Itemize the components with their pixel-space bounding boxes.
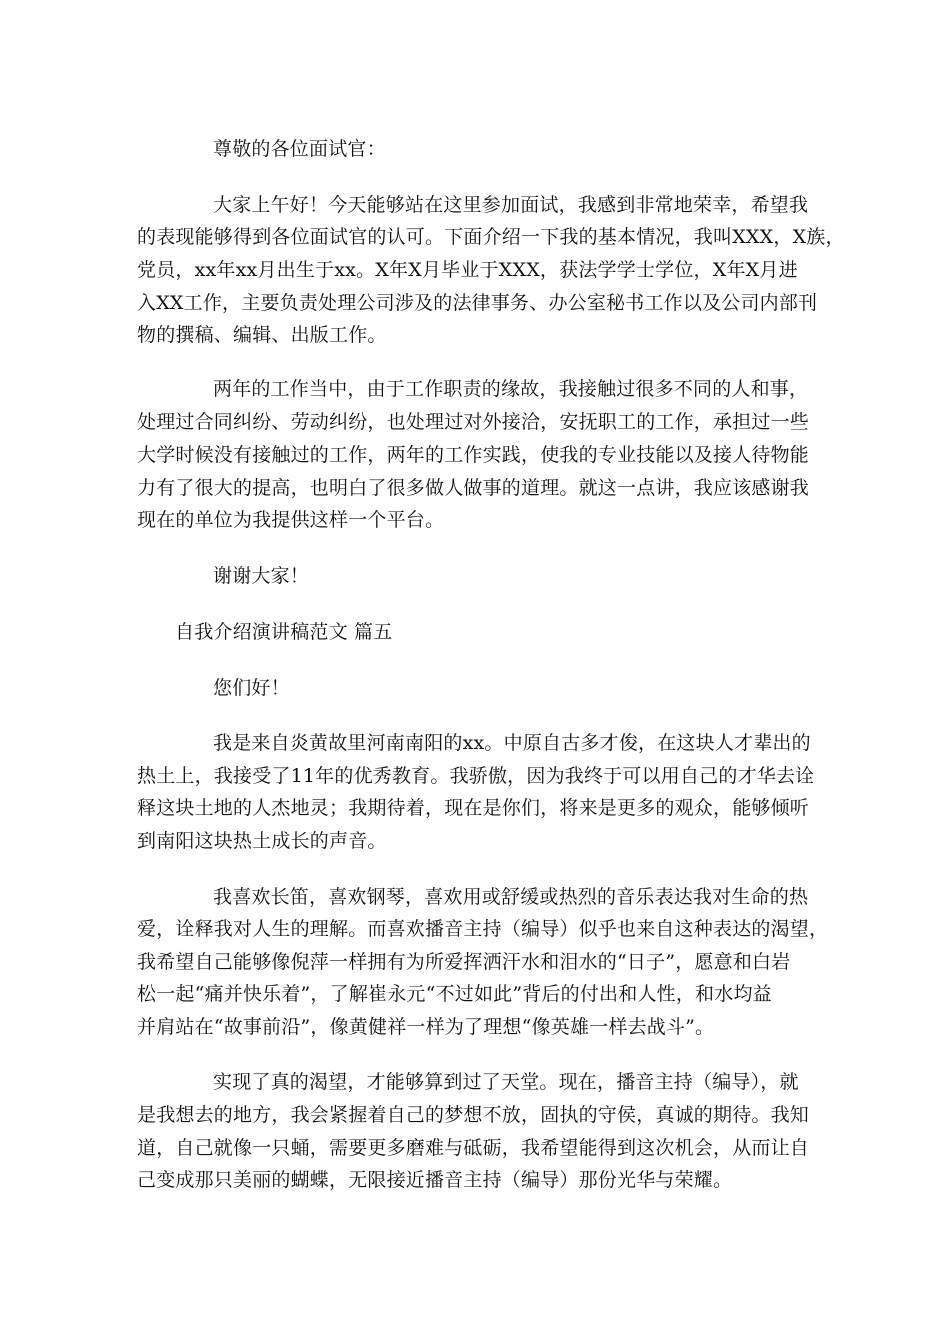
salutation: 尊敬的各位面试官：	[213, 138, 386, 160]
paragraph-line: 热土上，我接受了11年的优秀教育。我骄傲，因为我终于可以用自己的才华去诠	[137, 765, 815, 787]
paragraph-line: 到南阳这块热土成长的声音。	[137, 830, 387, 852]
paragraph-line: 处理过合同纠纷、劳动纠纷，也处理过对外接洽，安抚职工的工作，承担过一些	[137, 411, 810, 433]
section-title: 自我介绍演讲稿范文 篇五	[175, 621, 393, 643]
paragraph-line: 我希望自己能够像倪萍一样拥有为所爱挥洒汗水和泪水的“日子”，愿意和白岩	[137, 951, 791, 973]
paragraph-line: 是我想去的地方，我会紧握着自己的梦想不放，固执的守侯，真诚的期待。我知	[137, 1104, 810, 1126]
paragraph-line: 释这块土地的人杰地灵；我期待着，现在是你们，将来是更多的观众，能够倾听	[137, 797, 810, 819]
paragraph-line: 党员，xx年xx月出生于xx。X年X月毕业于XXX，获法学学士学位，X年X月进	[137, 259, 798, 281]
paragraph-line: 力有了很大的提高，也明白了很多做人做事的道理。就这一点讲，我应该感谢我	[137, 477, 810, 499]
paragraph-line: 的表现能够得到各位面试官的认可。下面介绍一下我的基本情况，我叫XXX，X族，	[137, 226, 845, 248]
paragraph-line: 两年的工作当中，由于工作职责的缘故，我接触过很多不同的人和事，	[213, 378, 809, 400]
thanks-line: 谢谢大家！	[213, 565, 310, 587]
greeting: 您们好！	[213, 677, 290, 699]
paragraph-line: 道，自己就像一只蛹，需要更多磨难与砥砺，我希望能得到这次机会，从而让自	[137, 1137, 810, 1159]
paragraph-line: 己变成那只美丽的蝴蝶，无限接近播音主持（编导）那份光华与荣耀。	[137, 1169, 733, 1191]
paragraph-line: 入XX工作，主要负责处理公司涉及的法律事务、办公室秘书工作以及公司内部刊	[137, 292, 818, 314]
paragraph-line: 物的撰稿、编辑、出版工作。	[137, 324, 387, 346]
paragraph-line: 爱，诠释我对人生的理解。而喜欢播音主持（编导）似乎也来自这种表达的渴望，	[137, 918, 829, 940]
paragraph-line: 松一起“痛并快乐着”，了解崔永元“不过如此”背后的付出和人性，和水均益	[137, 983, 772, 1005]
paragraph-line: 实现了真的渴望，才能够算到过了天堂。现在，播音主持（编导），就	[213, 1071, 799, 1093]
paragraph-line: 大家上午好！今天能够站在这里参加面试，我感到非常地荣幸，希望我	[213, 194, 809, 216]
paragraph-line: 我喜欢长笛，喜欢钢琴，喜欢用或舒缓或热烈的音乐表达我对生命的热	[213, 886, 809, 908]
paragraph-line: 我是来自炎黄故里河南南阳的xx。中原自古多才俊，在这块人才辈出的	[213, 732, 811, 754]
paragraph-line: 并肩站在“故事前沿”，像黄健祥一样为了理想“像英雄一样去战斗”。	[137, 1016, 715, 1038]
paragraph-line: 大学时候没有接触过的工作，两年的工作实践，使我的专业技能以及接人待物能	[137, 444, 810, 466]
paragraph-line: 现在的单位为我提供这样一个平台。	[137, 509, 445, 531]
